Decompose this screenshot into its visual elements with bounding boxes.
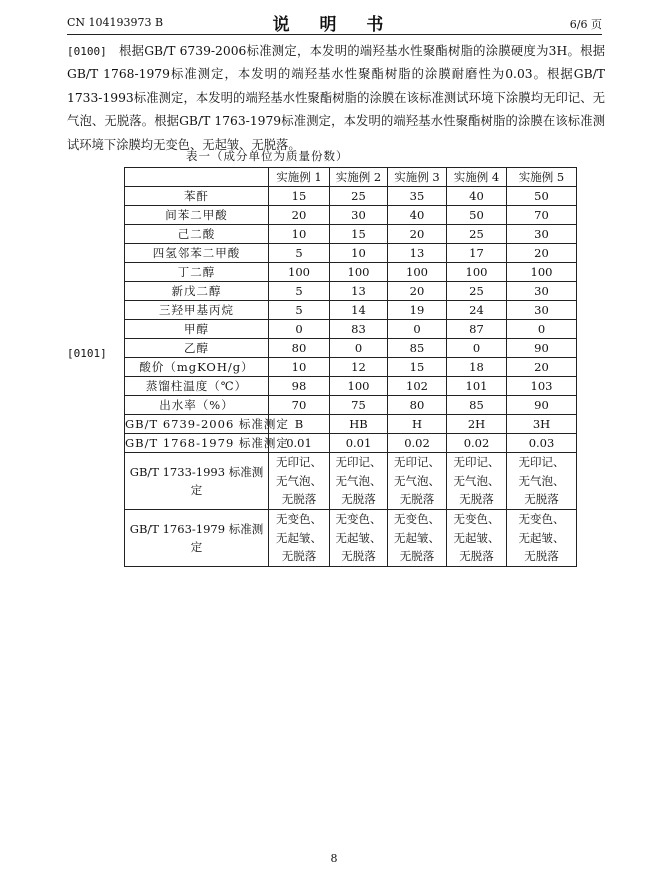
paragraph-0100 xyxy=(67,40,605,157)
table-row xyxy=(125,453,577,510)
table-row xyxy=(125,301,577,320)
cell-line: 无脱落 xyxy=(524,492,559,507)
cell-line: 无变色、 xyxy=(518,512,565,527)
table-row xyxy=(125,339,577,358)
row-label: 乙醇 xyxy=(125,339,269,358)
page-indicator: 6/6 页 xyxy=(569,18,602,31)
table-column-header: 实施例 5 xyxy=(507,168,577,187)
row-label: 出水率（%） xyxy=(125,396,269,415)
table-cell: 30 xyxy=(507,282,577,301)
cell-line: 无脱落 xyxy=(399,492,435,507)
table-cell xyxy=(388,453,447,510)
table-cell: 25 xyxy=(447,282,507,301)
table-cell: 0.02 xyxy=(447,434,507,453)
row-label: GB/T 1733-1993 标准测定 xyxy=(125,453,269,510)
table-cell: 20 xyxy=(269,206,330,225)
table-cell: 85 xyxy=(388,339,447,358)
table-cell: 25 xyxy=(447,225,507,244)
table-cell: 20 xyxy=(388,225,447,244)
table-cell: 17 xyxy=(447,244,507,263)
table-cell: 35 xyxy=(388,187,447,206)
table-cell: 80 xyxy=(388,396,447,415)
cell-line: 无脱落 xyxy=(281,492,317,507)
table-cell: 30 xyxy=(330,206,388,225)
table-cell: 13 xyxy=(330,282,388,301)
table-cell xyxy=(507,510,577,567)
table-header-corner xyxy=(125,168,269,187)
table-cell: 100 xyxy=(330,377,388,396)
row-label: 酸价（mgKOH/g） xyxy=(125,358,269,377)
cell-line: 无起皱、 xyxy=(276,530,322,545)
table-cell: 30 xyxy=(507,225,577,244)
table-cell: 0 xyxy=(388,320,447,339)
table-cell: 0.02 xyxy=(388,434,447,453)
table-cell: 14 xyxy=(330,301,388,320)
table-cell: 90 xyxy=(507,396,577,415)
table-row xyxy=(125,358,577,377)
table-cell: 0 xyxy=(507,320,577,339)
table-cell: 18 xyxy=(447,358,507,377)
table-row xyxy=(125,263,577,282)
table-cell: 40 xyxy=(447,187,507,206)
row-label: 己二酸 xyxy=(125,225,269,244)
row-label: 新戊二醇 xyxy=(125,282,269,301)
table-cell: 83 xyxy=(330,320,388,339)
table-cell: H xyxy=(388,415,447,434)
table-cell: 2H xyxy=(447,415,507,434)
table-cell: 100 xyxy=(507,263,577,282)
table-cell xyxy=(269,453,330,510)
table-row xyxy=(125,225,577,244)
table-cell: 13 xyxy=(388,244,447,263)
table-row xyxy=(125,377,577,396)
table-cell: 101 xyxy=(447,377,507,396)
cell-line: 无起皱、 xyxy=(518,530,565,545)
table-cell: 20 xyxy=(507,358,577,377)
row-label: 苯酐 xyxy=(125,187,269,206)
table-header-row xyxy=(125,168,577,187)
cell-line: 无起皱、 xyxy=(453,530,500,545)
document-number: CN 104193973 B xyxy=(67,16,164,29)
cell-line: 无印记、 xyxy=(335,455,382,470)
table-cell: 98 xyxy=(269,377,330,396)
table-cell xyxy=(447,510,507,567)
table-cell: 5 xyxy=(269,282,330,301)
table-row xyxy=(125,415,577,434)
table-cell xyxy=(269,510,330,567)
table-cell: 0.03 xyxy=(507,434,577,453)
table-row xyxy=(125,282,577,301)
table-cell: 5 xyxy=(269,244,330,263)
cell-line: 无脱落 xyxy=(281,549,317,564)
table-cell: 10 xyxy=(269,358,330,377)
table-cell: 5 xyxy=(269,301,330,320)
table-cell: 100 xyxy=(269,263,330,282)
table-cell: 0.01 xyxy=(330,434,388,453)
table-cell: 40 xyxy=(388,206,447,225)
table-cell: 75 xyxy=(330,396,388,415)
table-cell: 80 xyxy=(269,339,330,358)
table-row xyxy=(125,510,577,567)
table-row xyxy=(125,206,577,225)
table-cell: 90 xyxy=(507,339,577,358)
table-cell xyxy=(330,510,388,567)
table-row xyxy=(125,244,577,263)
cell-line: 无脱落 xyxy=(341,492,376,507)
table-row xyxy=(125,434,577,453)
table-cell: 24 xyxy=(447,301,507,320)
table-row xyxy=(125,187,577,206)
document-title: 说 明 书 xyxy=(272,15,396,35)
row-label: 蒸馏柱温度（℃） xyxy=(125,377,269,396)
cell-line: 无气泡、 xyxy=(518,473,565,488)
cell-line: 无起皱、 xyxy=(394,530,440,545)
row-label: GB/T 6739-2006 标准测定 xyxy=(125,415,269,434)
table-column-header: 实施例 1 xyxy=(269,168,330,187)
table-cell: 0 xyxy=(330,339,388,358)
cell-line: 无变色、 xyxy=(276,512,322,527)
cell-line: 无气泡、 xyxy=(276,473,322,488)
table-cell: 102 xyxy=(388,377,447,396)
table-cell: 0 xyxy=(269,320,330,339)
paragraph-text: 根据GB/T 6739-2006标准测定，本发明的端羟基水性聚酯树脂的涂膜硬度为3H。根据GB/T 1768-1979标准测定，本发明的端羟基水性聚酯树脂的涂膜耐磨性为0.03。根据GB/T 1733-1993标准测定，本发明的端羟基水性聚酯树脂的涂膜在该标准测试环境下涂膜均无印记、无气泡、无脱落。根据GB/T 1763-1979标准测定，本发明的端羟基水性聚酯树脂的涂膜在该标准测试环境下涂膜均无变色、无起皱、无脱落。 xyxy=(67,44,605,152)
cell-line: 无脱落 xyxy=(459,549,494,564)
table-cell: 19 xyxy=(388,301,447,320)
table-cell: 20 xyxy=(507,244,577,263)
table-cell: 103 xyxy=(507,377,577,396)
cell-line: 无起皱、 xyxy=(335,530,382,545)
cell-line: 无脱落 xyxy=(524,549,559,564)
table-cell: 70 xyxy=(507,206,577,225)
table-cell: 87 xyxy=(447,320,507,339)
data-table xyxy=(124,167,577,567)
row-label: GB/T 1763-1979 标准测定 xyxy=(125,510,269,567)
page-number: 8 xyxy=(330,852,338,865)
cell-line: 无脱落 xyxy=(341,549,376,564)
cell-line: 无气泡、 xyxy=(394,473,440,488)
cell-line: 无脱落 xyxy=(459,492,494,507)
table-cell: 15 xyxy=(269,187,330,206)
row-label: 四氢邻苯二甲酸 xyxy=(125,244,269,263)
header-rule xyxy=(67,34,602,35)
cell-line: 无变色、 xyxy=(335,512,382,527)
table-cell: HB xyxy=(330,415,388,434)
row-label: 甲醇 xyxy=(125,320,269,339)
table-cell xyxy=(447,453,507,510)
table-cell: 100 xyxy=(447,263,507,282)
table-cell: 70 xyxy=(269,396,330,415)
table-cell: 10 xyxy=(269,225,330,244)
table-cell: 0.01 xyxy=(269,434,330,453)
cell-line: 无变色、 xyxy=(394,512,440,527)
table-cell xyxy=(330,453,388,510)
table-cell: 100 xyxy=(388,263,447,282)
cell-line: 无印记、 xyxy=(453,455,500,470)
table-cell: 25 xyxy=(330,187,388,206)
row-label: 三羟甲基丙烷 xyxy=(125,301,269,320)
cell-line: 无气泡、 xyxy=(335,473,382,488)
table-cell: 0 xyxy=(447,339,507,358)
table-cell: 100 xyxy=(330,263,388,282)
cell-line: 无印记、 xyxy=(394,455,440,470)
table-cell: 30 xyxy=(507,301,577,320)
table-cell: 15 xyxy=(330,225,388,244)
cell-line: 无变色、 xyxy=(453,512,500,527)
table-column-header: 实施例 3 xyxy=(388,168,447,187)
table-column-header: 实施例 4 xyxy=(447,168,507,187)
table-cell xyxy=(507,453,577,510)
table-cell: B xyxy=(269,415,330,434)
table-row xyxy=(125,320,577,339)
paragraph-number: [0100] xyxy=(67,45,107,58)
table-cell: 12 xyxy=(330,358,388,377)
table-cell: 50 xyxy=(447,206,507,225)
table-cell: 3H xyxy=(507,415,577,434)
table-cell: 20 xyxy=(388,282,447,301)
cell-line: 无气泡、 xyxy=(453,473,500,488)
data-table-body xyxy=(125,168,577,567)
table-column-header: 实施例 2 xyxy=(330,168,388,187)
table-cell: 85 xyxy=(447,396,507,415)
table-row xyxy=(125,396,577,415)
table-caption: 表一（成分单位为质量份数） xyxy=(186,149,349,163)
cell-line: 无印记、 xyxy=(518,455,565,470)
table-cell xyxy=(388,510,447,567)
row-label: 丁二醇 xyxy=(125,263,269,282)
row-label: 间苯二甲酸 xyxy=(125,206,269,225)
row-label: GB/T 1768-1979 标准测定 xyxy=(125,434,269,453)
table-cell: 50 xyxy=(507,187,577,206)
table-cell: 15 xyxy=(388,358,447,377)
cell-line: 无印记、 xyxy=(276,455,322,470)
cell-line: 无脱落 xyxy=(399,549,435,564)
paragraph-number-0101: [0101] xyxy=(67,347,107,360)
table-cell: 10 xyxy=(330,244,388,263)
